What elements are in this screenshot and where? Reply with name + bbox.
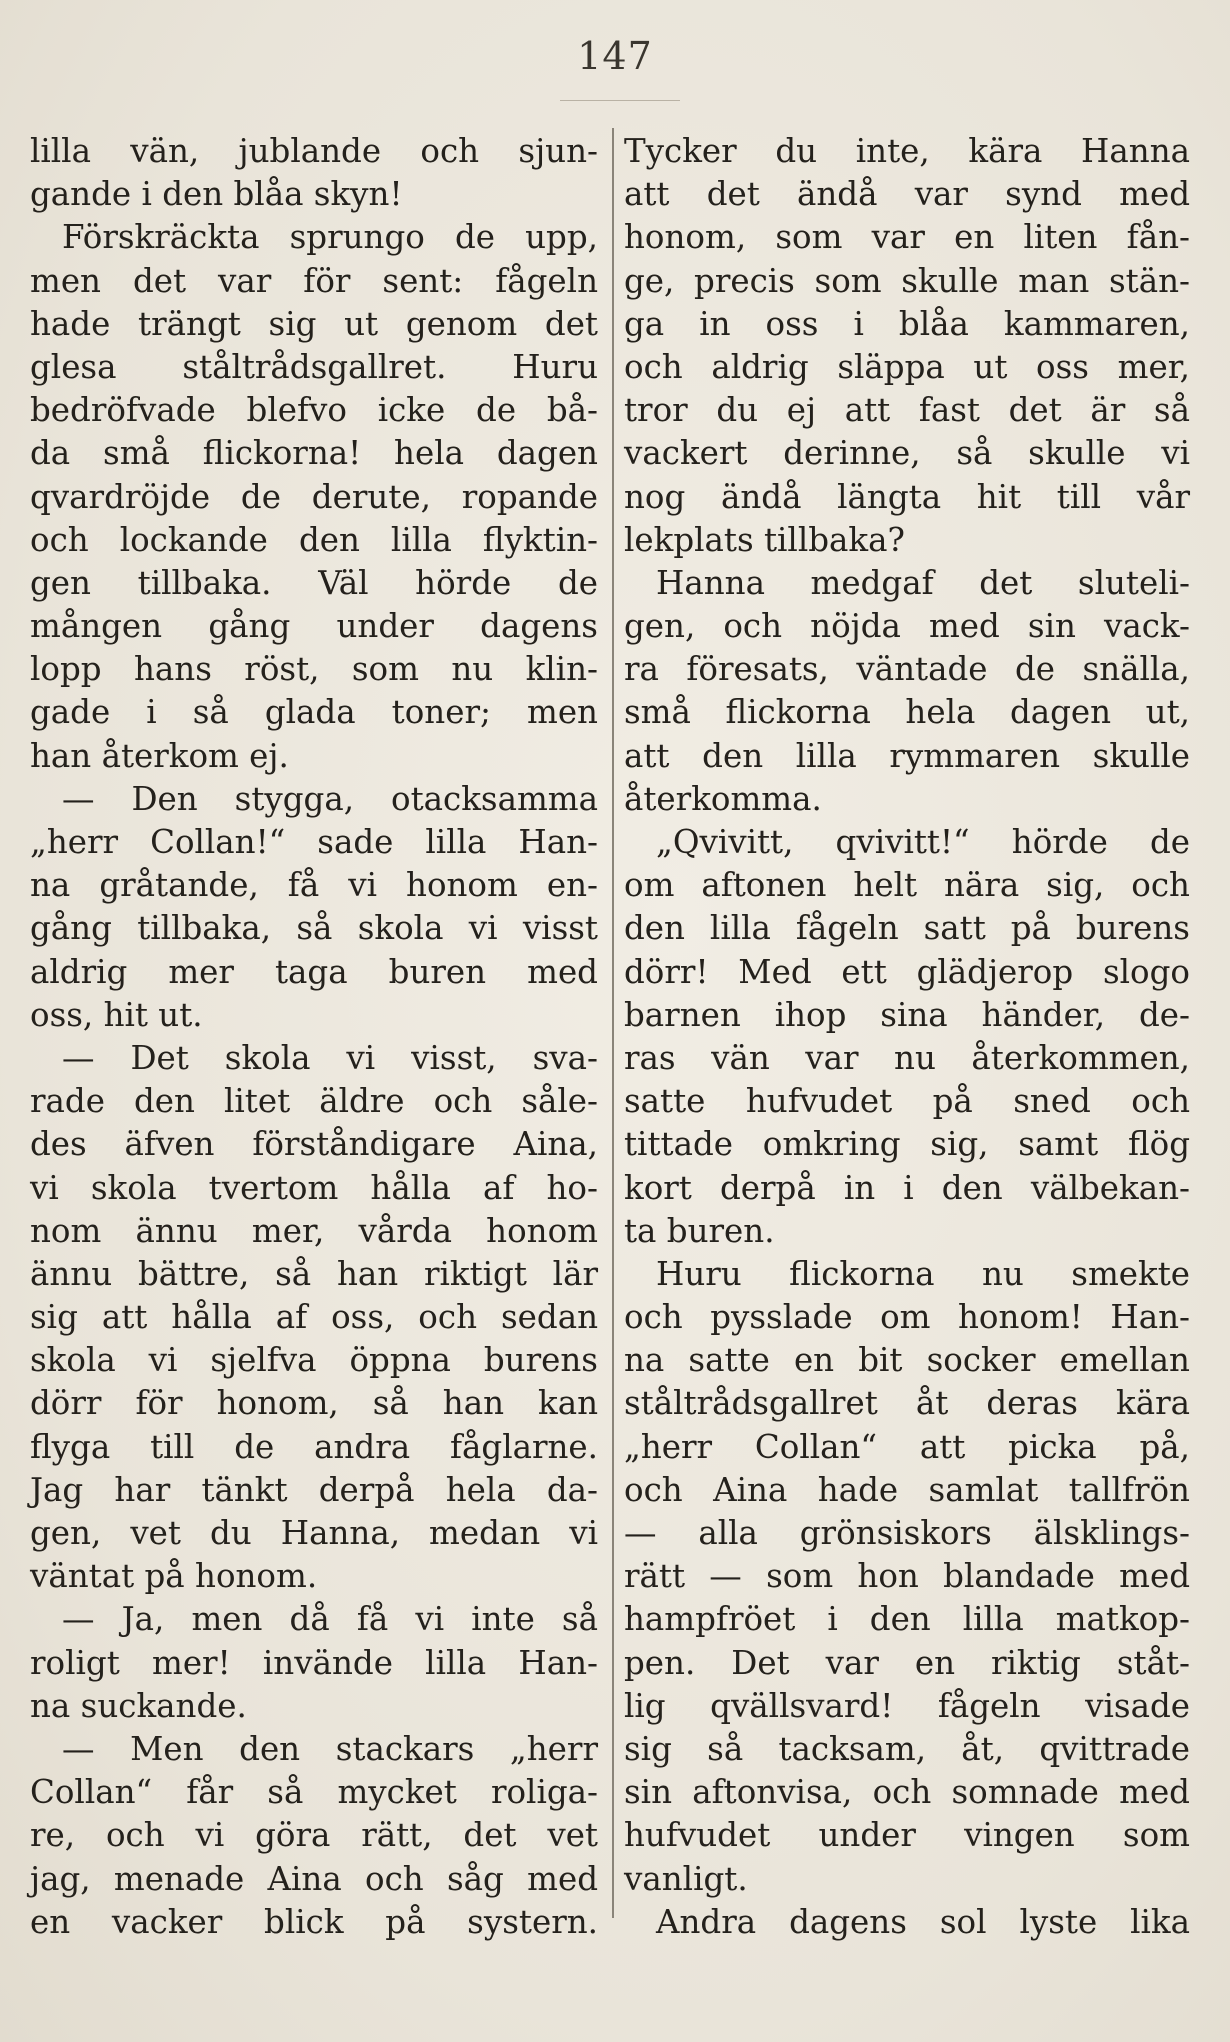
text-line: om aftonen helt nära sig, och (624, 866, 1190, 905)
text-line: ras vän var nu återkommen, (624, 1038, 1190, 1077)
text-line: lekplats tillbaka? (624, 520, 905, 559)
text-line: vackert derinne, så skulle vi (624, 434, 1190, 473)
text-line: vi skola tvertom hålla af ho- (30, 1168, 598, 1207)
text-line: mången gång under dagens (30, 607, 598, 646)
text-line: ga in oss i blåa kammaren, (624, 304, 1190, 343)
text-line: na satte en bit socker emellan (624, 1341, 1190, 1380)
text-line: men det var för sent: fågeln (30, 261, 598, 300)
text-line: glesa ståltrådsgallret. Huru (30, 347, 598, 386)
text-line: sin aftonvisa, och somnade med (624, 1773, 1190, 1812)
text-line: Huru flickorna nu smekte (656, 1254, 1190, 1293)
text-line: Jag har tänkt derpå hela da- (30, 1470, 598, 1509)
text-line: Förskräckta sprungo de upp, (62, 218, 598, 257)
text-line: och aldrig släppa ut oss mer, (624, 347, 1190, 386)
text-line: re, och vi göra rätt, det vet (30, 1816, 598, 1855)
text-line: gande i den blåa skyn! (30, 175, 403, 214)
text-line: Hanna medgaf det sluteli- (656, 563, 1190, 602)
text-line: — Den stygga, otacksamma (62, 779, 598, 818)
text-line: „herr Collan“ att picka på, (624, 1427, 1190, 1466)
text-line: des äfven förståndigare Aina, (30, 1125, 598, 1164)
text-line: han återkom ej. (30, 736, 289, 775)
text-line: ståltrådsgallret åt deras kära (624, 1384, 1190, 1423)
text-line: flyga till de andra fåglarne. (30, 1427, 598, 1466)
text-line: gen, och nöjda med sin vack- (624, 607, 1190, 646)
text-line: tror du ej att fast det är så (624, 391, 1190, 430)
text-line: „Qvivitt, qvivitt!“ hörde de (656, 823, 1190, 861)
text-line: gade i så glada toner; men (30, 693, 598, 732)
text-line: barnen ihop sina händer, de- (624, 995, 1190, 1034)
text-line: gen, vet du Hanna, medan vi (30, 1514, 598, 1552)
text-line: gång tillbaka, så skola vi visst (30, 909, 598, 948)
text-line: vanligt. (624, 1859, 748, 1898)
text-line: dörr för honom, så han kan (30, 1384, 598, 1423)
text-line: qvardröjde de derute, ropande (30, 477, 598, 516)
text-line: att det ändå var synd med (624, 175, 1190, 214)
text-line: dörr! Med ett glädjerop slogo (624, 952, 1190, 991)
text-line: rätt — som hon blandade med (624, 1557, 1190, 1596)
text-line: hampfröet i den lilla matkop- (624, 1600, 1190, 1639)
text-line: roligt mer! invände lilla Han- (30, 1643, 598, 1682)
text-line: hade trängt sig ut genom det (30, 304, 598, 343)
text-line: — Ja, men då få vi inte så (62, 1600, 598, 1639)
text-line: hufvudet under vingen som (624, 1816, 1190, 1855)
text-line: Tycker du inte, kära Hanna (624, 132, 1190, 170)
text-line: — alla grönsiskors älsklings- (624, 1514, 1190, 1552)
text-line: — Det skola vi visst, sva- (62, 1038, 598, 1077)
text-line: och lockande den lilla flyktin- (30, 520, 598, 559)
text-line: ta buren. (624, 1211, 775, 1250)
text-line: sig så tacksam, åt, qvittrade (624, 1729, 1190, 1768)
text-line: Collan“ får så mycket roliga- (30, 1773, 598, 1812)
text-line: gen tillbaka. Väl hörde de (30, 563, 598, 602)
column-divider (612, 128, 614, 1918)
text-line: honom, som var en liten fån- (624, 218, 1190, 257)
text-line: ännu bättre, så han riktigt lär (30, 1254, 598, 1293)
text-line: tittade omkring sig, samt flög (624, 1125, 1190, 1164)
text-line: bedröfvade blefvo icke de bå- (30, 391, 598, 430)
text-line: — Men den stackars „herr (62, 1729, 598, 1768)
text-line: små flickorna hela dagen ut, (624, 693, 1190, 732)
right-text-column (624, 130, 1190, 1944)
text-line: skola vi sjelfva öppna burens (30, 1341, 598, 1380)
text-line: aldrig mer taga buren med (30, 952, 598, 991)
text-line: da små flickorna! hela dagen (30, 434, 598, 473)
text-line: nog ändå längta hit till vår (624, 477, 1190, 516)
text-line: och Aina hade samlat tallfrön (624, 1470, 1190, 1509)
text-line: en vacker blick på systern. (30, 1902, 598, 1941)
text-line: ra föresats, väntade de snälla, (624, 650, 1190, 689)
text-line: sig att hålla af oss, och sedan (30, 1298, 598, 1337)
text-line: na gråtande, få vi honom en- (30, 866, 598, 905)
text-line: ge, precis som skulle man stän- (624, 261, 1190, 300)
text-line: den lilla fågeln satt på burens (624, 909, 1190, 948)
text-line: pen. Det var en riktig ståt- (624, 1643, 1190, 1682)
text-line: lopp hans röst, som nu klin- (30, 650, 598, 689)
text-line: lig qvällsvard! fågeln visade (624, 1686, 1190, 1725)
text-line: „herr Collan!“ sade lilla Han- (30, 823, 598, 861)
text-line: satte hufvudet på sned och (624, 1082, 1190, 1121)
text-line: oss, hit ut. (30, 995, 203, 1034)
text-line: återkomma. (624, 779, 822, 818)
text-line: nom ännu mer, vårda honom (30, 1211, 598, 1250)
text-line: Andra dagens sol lyste lika (656, 1902, 1190, 1941)
text-line: och pysslade om honom! Han- (624, 1298, 1190, 1337)
text-line: jag, menade Aina och såg med (30, 1859, 598, 1898)
page-number: 147 (577, 34, 653, 78)
header-rule (560, 100, 680, 101)
text-line: na suckande. (30, 1686, 247, 1725)
text-line: väntat på honom. (30, 1557, 318, 1596)
text-line: lilla vän, jublande och sjun- (30, 132, 598, 170)
left-text-column (30, 130, 598, 1944)
text-line: att den lilla rymmaren skulle (624, 736, 1190, 775)
text-line: rade den litet äldre och såle- (30, 1082, 598, 1121)
text-line: kort derpå in i den välbekan- (624, 1168, 1190, 1207)
